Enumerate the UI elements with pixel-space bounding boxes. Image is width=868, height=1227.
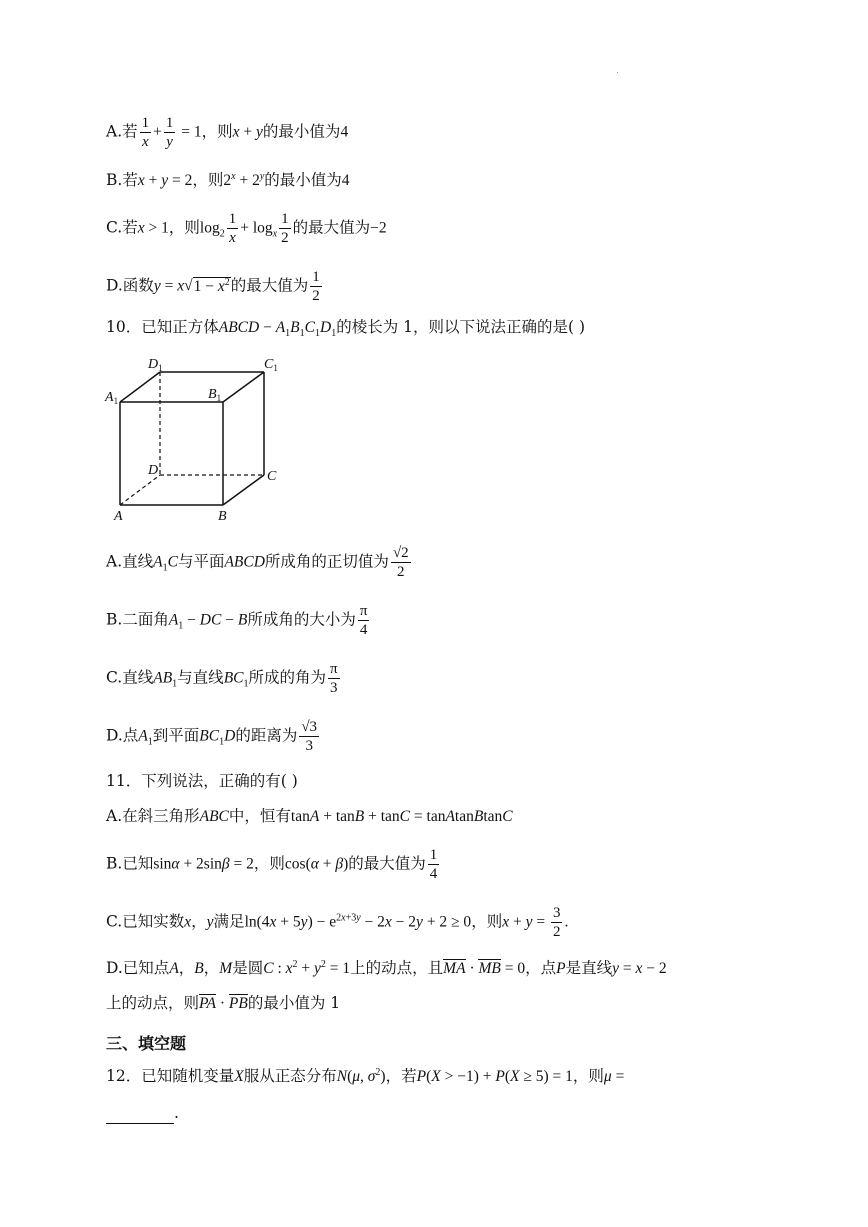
label-a1: $A_1$ (105, 390, 119, 406)
label-d: D (148, 463, 159, 478)
q11-option-d: D.已知点A，B，M是圆C : $x^2 + y^2 = 1$上的动点，且MA · MB = 0，点P是直线y = x − 2 (106, 959, 667, 978)
edge-a1d1 (120, 372, 160, 402)
edge-ad-hidden (120, 475, 160, 505)
q11-option-b: B.已知sinα + 2sinβ = 2，则cos(α + β)的最大值为 $\frac{1}{4}$ (106, 847, 438, 882)
q9-option-c: C.若x > 1，则$\log_2$ $\frac{1}{x}$ + $\log_x$ $\frac{1}{2}$ 的最大值为−2 (106, 211, 387, 246)
cube-figure (102, 348, 292, 528)
label-b: B (218, 509, 227, 524)
q11-stem: 11．下列说法，正确的有( ) (106, 772, 298, 790)
q11-option-a: A.在斜三角形ABC中，恒有tanA + tanB + tanC = tanAtanBtanC (106, 807, 513, 825)
q10-stem: 10．已知正方体ABCD − $A_1B_1C_1D_1$的棱长为 1，则以下说法正确的是( ) (106, 318, 585, 340)
q10-option-d: D.点$A_1$到平面$BC_1D$的距离为 $\frac{√3}{3}$ (106, 719, 318, 754)
label-c: C (267, 469, 277, 484)
q11-option-d-continued: 上的动点，则PA · PB的最小值为 1 (106, 994, 341, 1012)
q10-option-b: B.二面角$A_1$ − DC − B所成角的大小为 $\frac{\pi}{4}$ (106, 603, 368, 638)
label-d1: $D_1$ (148, 357, 163, 373)
q10-option-a: A.直线$A_1C$与平面ABCD所成角的正切值为 $\frac{√2}{2}$ (106, 545, 409, 580)
label-a: A (114, 509, 123, 524)
q12-answer-blank[interactable]: . (106, 1102, 179, 1124)
section-title-fill-blank: 三、填空题 (106, 1034, 187, 1053)
q9-option-a: A.若 $\frac{1}{x}$ + $\frac{1}{y}$ = 1，则x + y的最小值为4 (106, 115, 349, 150)
q10-option-c: C.直线$AB_1$与直线$BC_1$所成的角为 $\frac{\pi}{3}$ (106, 661, 338, 696)
q9-option-b: B.若x + y = 2，则$2^x + 2^y$的最小值为4 (106, 171, 350, 190)
edge-b1c1 (223, 372, 264, 402)
label-c1: $C_1$ (264, 357, 278, 373)
q9-option-d: D.函数$y = x√1 - x^2$的最大值为 $\frac{1}{2}$ (106, 269, 320, 304)
page-corner-mark (617, 72, 618, 73)
q12-stem: 12．已知随机变量X服从正态分布N(μ, $\sigma^2$)，若P(X > −1) + P(X ≥ 5) = 1，则μ = (106, 1067, 625, 1086)
answer-blank-line[interactable] (106, 1109, 174, 1124)
edge-bc (223, 475, 264, 505)
q11-option-c: C.已知实数x，y满足$\ln(4x + 5y) - e^{2x+3y} - 2x - 2y + 2 \ge 0$，则x + y = $\frac{3}{2}$ . (106, 905, 569, 940)
label-b1: $B_1$ (208, 387, 222, 403)
